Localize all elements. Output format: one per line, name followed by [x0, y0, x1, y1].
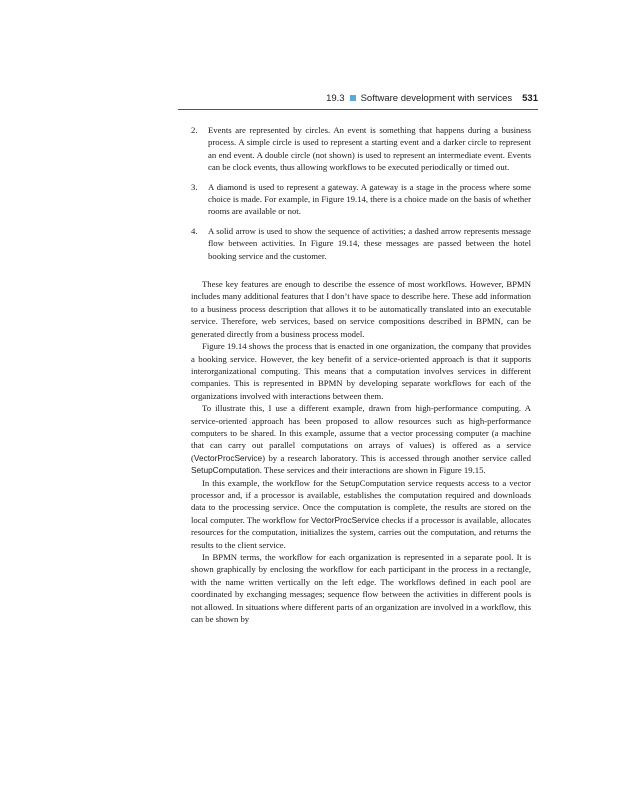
- paragraph: These key features are enough to describe the essence of most workflows. However, BPMN includes many additional features that I don’t have space to describe here. These add information to a business process description that allows it to be automatically translated into an executable service. Therefore, web services, based on service compositions described in BPMN, can be generated directly from a business process model.: [191, 279, 531, 339]
- paragraph-text: In this example, the workflow for the SetupComputation service requests access to a vector processor and, if a processor is available, establishes the computation required and downloads data to the processing service. Once the computation is complete, the results are stored on the local computer. The workflow for: [191, 477, 531, 525]
- main-content: [191, 124, 531, 625]
- paragraph-text: ) by a research laboratory. This is accessed through another service called: [262, 452, 531, 463]
- code-term: SetupComputation: [191, 465, 260, 476]
- list-item-text: Events are represented by circles. An event is something that happens during a business process. A simple circle is used to represent a starting event and a darker circle to represent an end event. A double circle (not shown) is used to represent an intermediate event. Events can be clock events, thus allowing workflows to be executed periodically or timed out.: [208, 125, 531, 173]
- paragraph-text: To illustrate this, I use a different example, drawn from high-performance computing. A service-oriented approach has been proposed to allow resources such as high-performance computers to be shared. In this example, assume that a vector processing computer (a machine that can carry out parallel computations on arrays of values) is offered as a service (: [191, 403, 531, 463]
- body-text: [191, 278, 531, 625]
- numbered-list: [191, 124, 531, 262]
- paragraph: [191, 402, 531, 476]
- paragraph-text: . These services and their interactions are shown in Figure 19.15.: [259, 465, 486, 476]
- list-item-text: A diamond is used to represent a gateway. A gateway is a stage in the process where some choice is made. For example, in Figure 19.14, there is a choice made on the basis of whether rooms are available or not.: [208, 181, 531, 217]
- code-term: VectorProcService: [311, 514, 380, 525]
- paragraph-text: checks if a processor is available, allocates resources for the computation, initializes the system, carries out the computation, and returns the results to the client service.: [191, 514, 531, 550]
- page-number: 531: [522, 93, 538, 104]
- code-term: VectorProcService: [193, 452, 263, 463]
- list-item: [191, 124, 531, 174]
- section-number: 19.3: [326, 93, 345, 104]
- paragraph: In BPMN terms, the workflow for each organization is represented in a separate pool. It is shown graphically by enclosing the workflow for each participant in the process in a rectangle, with the name written vertically on the left edge. The workflows defined in each pool are coordinated by exchanging messages; sequence flow between the activities in different pools is not allowed. In situations where different parts of an organization are involved in a workflow, this can be shown by: [191, 552, 532, 625]
- running-head: [178, 93, 538, 104]
- section-title: Software development with services: [360, 93, 513, 104]
- list-item-number: 4.: [191, 225, 198, 236]
- list-item-text: A solid arrow is used to show the sequence of activities; a dashed arrow represents message flow between activities. In Figure 19.14, these messages are passed between the hotel booking service and the customer.: [208, 225, 531, 261]
- list-item-number: 3.: [191, 181, 198, 192]
- square-bullet-icon: [350, 95, 356, 101]
- paragraph: Figure 19.14 shows the process that is enacted in one organization, the company that provides a booking service. However, the key benefit of a service-oriented approach is that it supports interorganizational computing. This means that a computation involves services in different companies. This is represented in BPMN by developing separate workflows for each of the organizations involved with interactions between them.: [191, 341, 531, 401]
- list-item: [191, 225, 531, 262]
- header-rule: [178, 109, 538, 110]
- paragraph: [191, 477, 531, 551]
- list-item: [191, 181, 531, 218]
- list-item-number: 2.: [191, 125, 198, 135]
